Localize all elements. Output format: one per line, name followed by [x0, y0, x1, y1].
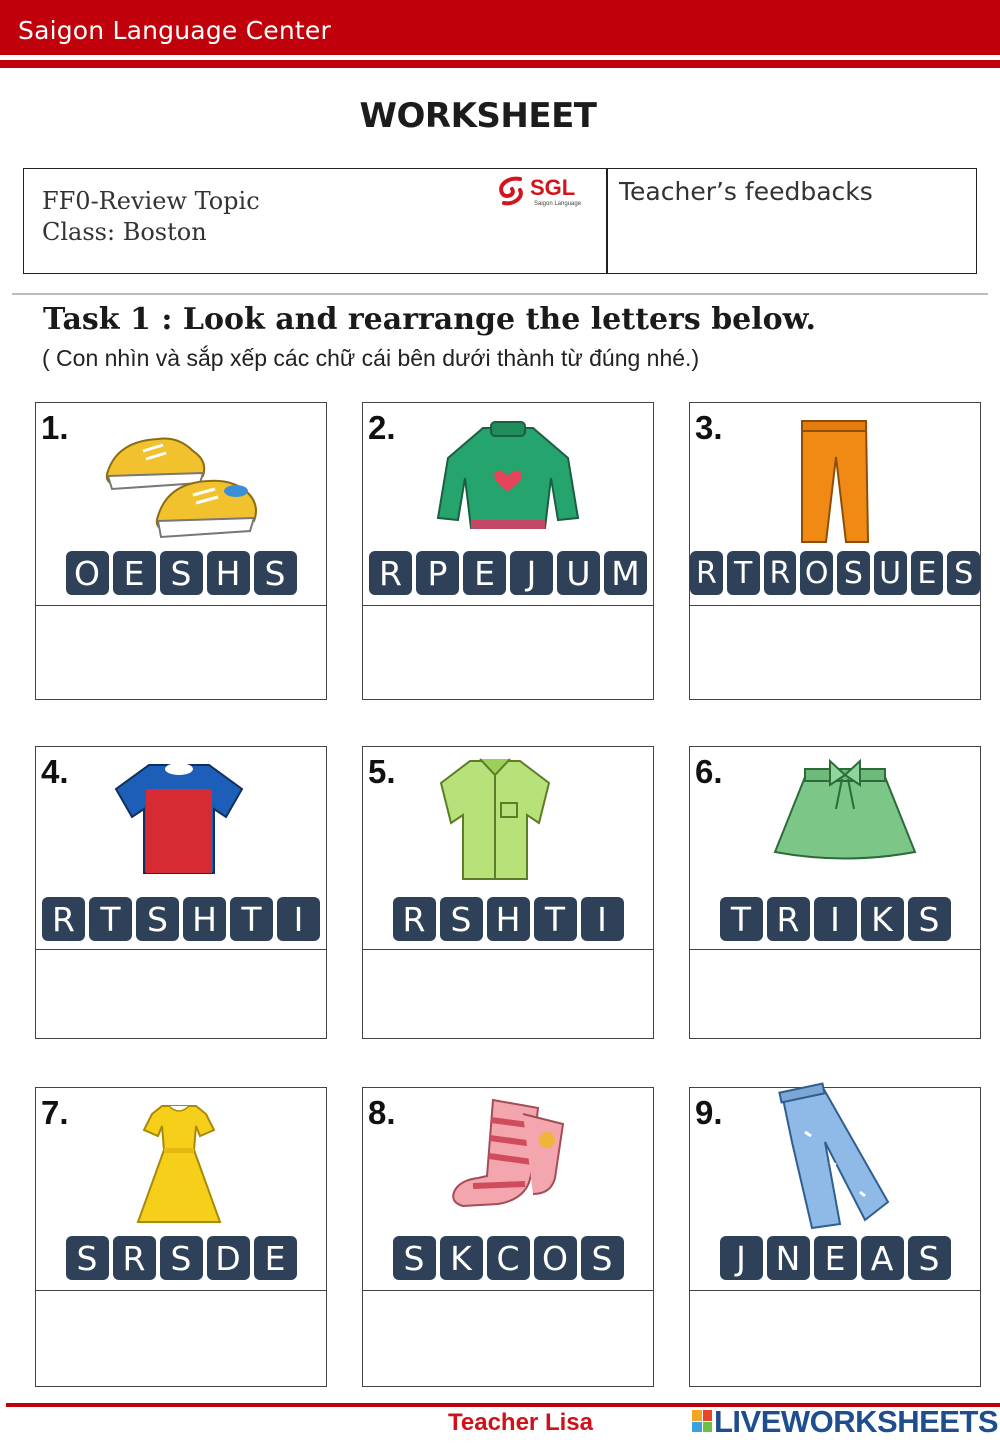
letter-tile: E [814, 1236, 857, 1280]
letter-tile: S [160, 1236, 203, 1280]
card-picture-area [363, 403, 653, 606]
letter-tile: R [42, 897, 85, 941]
letter-tile: S [66, 1236, 109, 1280]
letter-tiles [36, 1236, 326, 1280]
shoes-icon [98, 421, 268, 556]
letter-tile: R [690, 551, 723, 595]
item-number: 3. [695, 409, 723, 446]
letter-tile: K [440, 1236, 483, 1280]
section-divider [12, 293, 988, 295]
exercise-card [362, 746, 654, 1039]
letter-tile: S [160, 551, 203, 595]
org-name: Saigon Language Center [18, 16, 331, 45]
letter-tile: E [463, 551, 506, 595]
answer-box[interactable] [690, 1293, 980, 1385]
letter-tile: S [581, 1236, 624, 1280]
teacher-name: Teacher Lisa [448, 1409, 593, 1436]
letter-tile: R [764, 551, 797, 595]
letter-tile: S [837, 551, 870, 595]
letter-tile: U [874, 551, 907, 595]
letter-tile: R [369, 551, 412, 595]
class-label: Class: Boston [42, 218, 207, 246]
letter-tiles [36, 897, 326, 941]
card-picture-area [36, 747, 326, 950]
brand-text: LIVEWORKSHEETS [714, 1404, 999, 1439]
letter-tile: S [393, 1236, 436, 1280]
letter-tile: R [767, 897, 810, 941]
letter-tiles [690, 551, 980, 595]
jeans-icon [770, 1082, 900, 1237]
letter-tile: I [814, 897, 857, 941]
letter-tile: O [66, 551, 109, 595]
info-divider [606, 169, 608, 273]
exercise-card [689, 402, 981, 700]
exercise-card [689, 1087, 981, 1387]
letter-tile: R [113, 1236, 156, 1280]
item-number: 2. [368, 409, 396, 446]
item-number: 4. [41, 753, 69, 790]
letter-tile: O [534, 1236, 577, 1280]
letter-tile: C [487, 1236, 530, 1280]
letter-tile: T [727, 551, 760, 595]
letter-tile: H [487, 897, 530, 941]
exercise-card [35, 1087, 327, 1387]
trousers-icon [794, 417, 874, 552]
answer-box[interactable] [36, 1293, 326, 1385]
letter-tile: R [393, 897, 436, 941]
card-picture-area [36, 403, 326, 606]
liveworksheets-logo [690, 1404, 998, 1440]
letter-tile: T [89, 897, 132, 941]
item-number: 6. [695, 753, 723, 790]
letter-tiles [363, 551, 653, 595]
letter-tile: S [908, 1236, 951, 1280]
exercise-card [362, 1087, 654, 1387]
card-picture-area [363, 747, 653, 950]
letter-tiles [363, 1236, 653, 1280]
answer-box[interactable] [690, 608, 980, 698]
letter-tile: U [557, 551, 600, 595]
letter-tiles [690, 1236, 980, 1280]
feedback-label: Teacher’s feedbacks [619, 177, 873, 206]
letter-tile: I [581, 897, 624, 941]
header-bar [0, 0, 1000, 55]
exercise-card [35, 746, 327, 1039]
letter-tile: I [277, 897, 320, 941]
letter-tile: H [183, 897, 226, 941]
item-number: 5. [368, 753, 396, 790]
exercise-card [35, 402, 327, 700]
letter-tile: N [767, 1236, 810, 1280]
card-picture-area [690, 403, 980, 606]
letter-tile: S [908, 897, 951, 941]
letter-tile: S [136, 897, 179, 941]
answer-box[interactable] [36, 952, 326, 1037]
card-picture-area [363, 1088, 653, 1291]
exercise-card [362, 402, 654, 700]
card-picture-area [36, 1088, 326, 1291]
letter-tile: T [230, 897, 273, 941]
item-number: 8. [368, 1094, 396, 1131]
letter-tile: K [861, 897, 904, 941]
letter-tile: E [113, 551, 156, 595]
letter-tile: S [440, 897, 483, 941]
letter-tile: J [720, 1236, 763, 1280]
letter-tile: A [861, 1236, 904, 1280]
exercise-card [689, 746, 981, 1039]
jumper-icon [433, 418, 583, 543]
letter-tile: P [416, 551, 459, 595]
item-number: 7. [41, 1094, 69, 1131]
topic-label: FF0-Review Topic [42, 187, 260, 215]
letter-tile: D [207, 1236, 250, 1280]
letter-tile: M [604, 551, 647, 595]
letter-tiles [36, 551, 326, 595]
dress-icon [134, 1100, 224, 1235]
letter-tile: O [800, 551, 833, 595]
sgl-swirl-icon [494, 173, 530, 209]
shirt-icon [435, 753, 555, 888]
info-table [23, 168, 977, 274]
logo-text: SGL [530, 175, 576, 200]
answer-box[interactable] [363, 1293, 653, 1385]
tshirt-icon [114, 759, 244, 884]
skirt-icon [770, 757, 920, 872]
sgl-logo [494, 173, 594, 209]
header-divider [0, 60, 1000, 68]
letter-tile: S [254, 551, 297, 595]
task-title: Task 1 : Look and rearrange the letters below. [43, 302, 816, 337]
answer-box[interactable] [36, 608, 326, 698]
socks-icon [443, 1094, 573, 1229]
letter-tile: E [254, 1236, 297, 1280]
letter-tile: H [207, 551, 250, 595]
letter-tiles [690, 897, 980, 941]
task-subtitle: ( Con nhìn và sắp xếp các chữ cái bên dưới thành từ đúng nhé.) [42, 345, 700, 371]
card-picture-area [690, 1088, 980, 1291]
page-title: WORKSHEET [359, 96, 597, 136]
liveworksheets-icon [692, 1410, 712, 1432]
letter-tile: E [911, 551, 944, 595]
letter-tile: T [720, 897, 763, 941]
letter-tiles [363, 897, 653, 941]
logo-subtext: Saigon Language [534, 201, 582, 207]
answer-box[interactable] [690, 952, 980, 1037]
item-number: 9. [695, 1094, 723, 1131]
letter-tile: S [947, 551, 980, 595]
answer-box[interactable] [363, 952, 653, 1037]
card-picture-area [690, 747, 980, 950]
answer-box[interactable] [363, 608, 653, 698]
item-number: 1. [41, 409, 69, 446]
letter-tile: J [510, 551, 553, 595]
letter-tile: T [534, 897, 577, 941]
